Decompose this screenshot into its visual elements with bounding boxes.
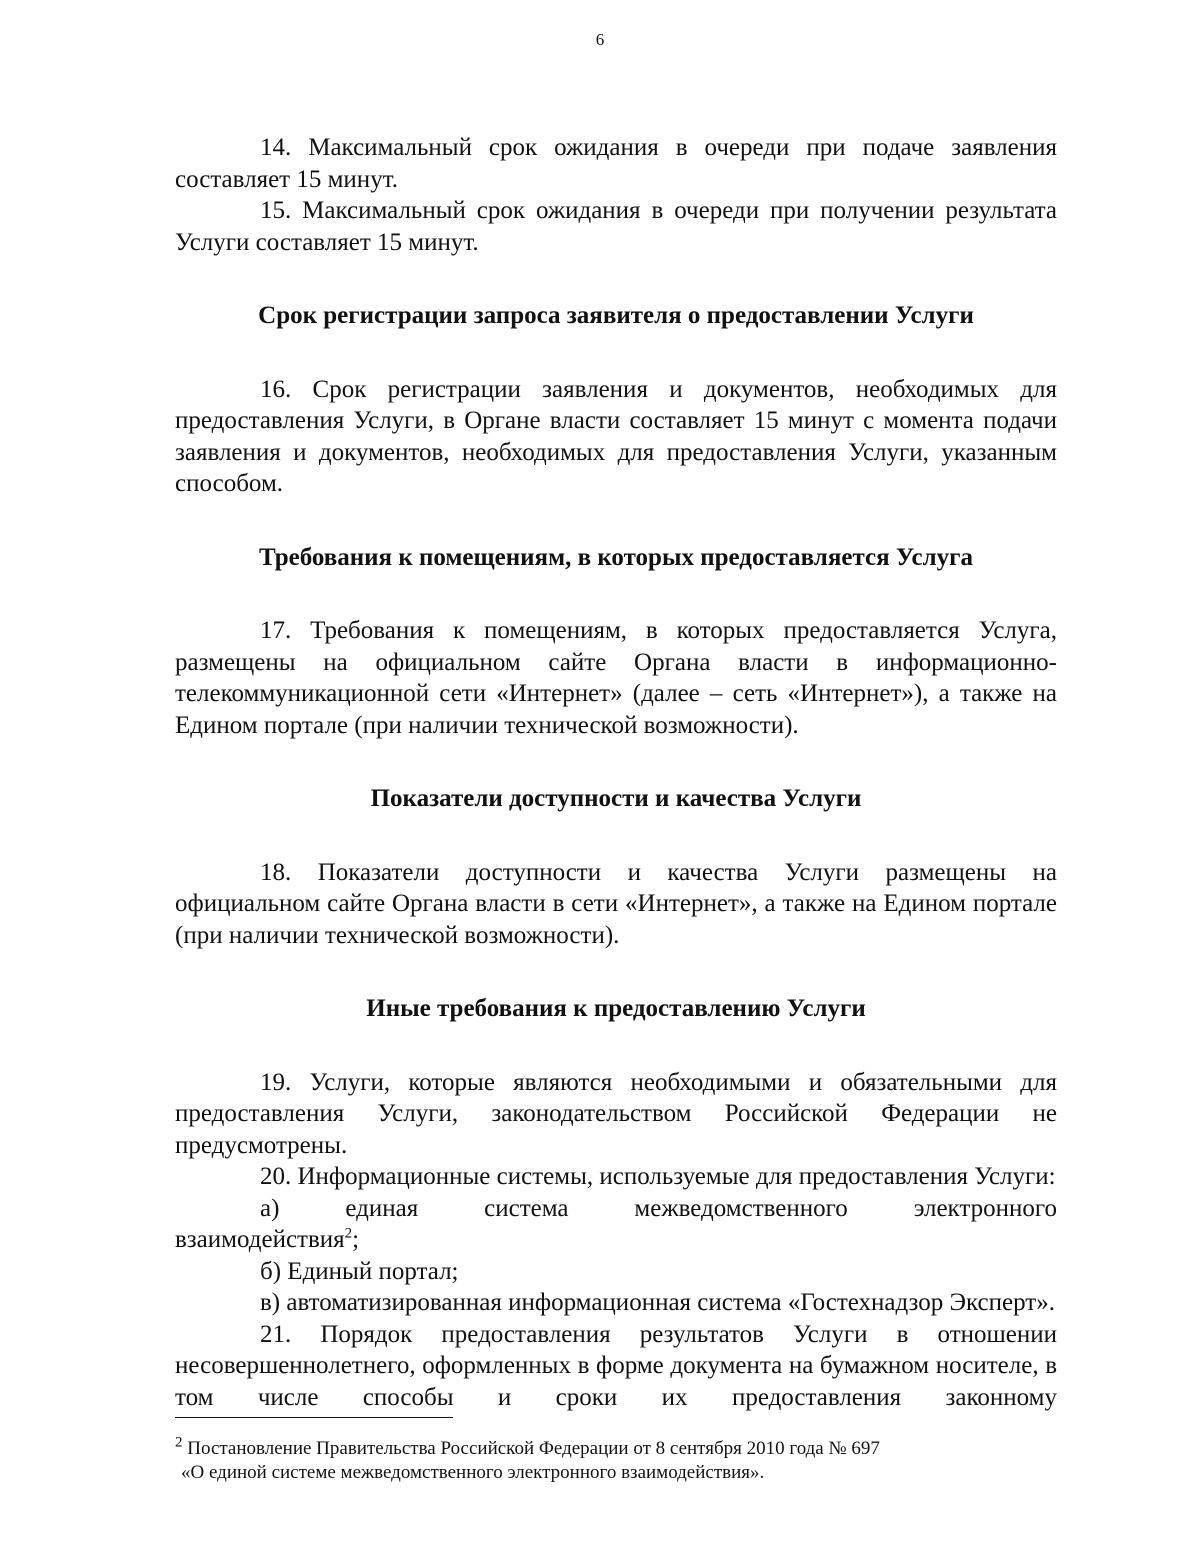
list-item-v: в) автоматизированная информационная система «Гостехнадзор Эксперт». (260, 1289, 1055, 1316)
footnote (175, 1434, 1057, 1485)
list-item-a-continuation: взаимодействия$^2$; (175, 1225, 360, 1253)
list-item-b: б) Единый портал; (260, 1257, 459, 1285)
paragraph-15: 15. Максимальный срок ожидания в очереди при получении результата Услуги составляет 15 минут. (175, 197, 1057, 256)
footnote-mark: 2 (175, 1434, 183, 1451)
section-heading-registration: Срок регистрации запроса заявителя о предоставлении Услуги (258, 302, 974, 329)
paragraph-19: 19. Услуги, которые являются необходимыми и обязательными для предоставления Услуги, законодательством Российской Федерации не предусмотрены. (175, 1068, 1057, 1159)
section-heading-premises: Требования к помещениям, в которых предоставляется Услуга (258, 543, 974, 571)
footnote-line-2: «О единой системе межведомственного электронного взаимодействия». (181, 1462, 765, 1483)
list-item-a-word: система (484, 1194, 569, 1222)
list-item-a-word: межведомственного (634, 1194, 848, 1222)
paragraph-17: 17. Требования к помещениям, в которых предоставляется Услуга, размещены на официальном сайте Органа власти в информационно-телекоммуникационной сети «Интернет» (далее – сеть «Интернет»), а также на Едином портале (при наличии технической возможности). (175, 617, 1057, 739)
page-content (175, 132, 1057, 1413)
footnote-line-1: $^2$ Постановление Правительства Российской Федерации от 8 сентября 2010 года № 697 (175, 1434, 880, 1459)
footnote-reference: 2 (344, 1225, 353, 1242)
footnote-separator (175, 1417, 453, 1418)
list-item-a-word: а) (260, 1194, 280, 1222)
list-item-a (175, 1193, 1057, 1225)
paragraph-21: 21. Порядок предоставления результатов Услуги в отношении несовершеннолетнего, оформленных в форме документа на бумажном носителе, в том числе способы и сроки их предоставления законному (175, 1320, 1057, 1411)
paragraph-18: 18. Показатели доступности и качества Услуги размещены на официальном сайте Органа власти в сети «Интернет», а также на Едином портале (при наличии технической возможности). (175, 858, 1057, 949)
paragraph-20: 20. Информационные системы, используемые для предоставления Услуги: (260, 1163, 1056, 1190)
paragraph-16: 16. Срок регистрации заявления и документов, необходимых для предоставления Услуги, в Органе власти составляет 15 минут с момента подачи заявления и документов, необходимых для предоставления Услуги, указанным способом. (175, 375, 1057, 497)
section-heading-other-requirements: Иные требования к предоставлению Услуги (366, 995, 866, 1022)
page-number: 6 (595, 30, 605, 49)
list-item-a-word: электронного (913, 1194, 1057, 1222)
list-item-a-word: единая (345, 1194, 419, 1222)
paragraph-14: 14. Максимальный срок ожидания в очереди при подаче заявления составляет 15 минут. (175, 134, 1057, 193)
section-heading-accessibility: Показатели доступности и качества Услуги (370, 785, 862, 812)
